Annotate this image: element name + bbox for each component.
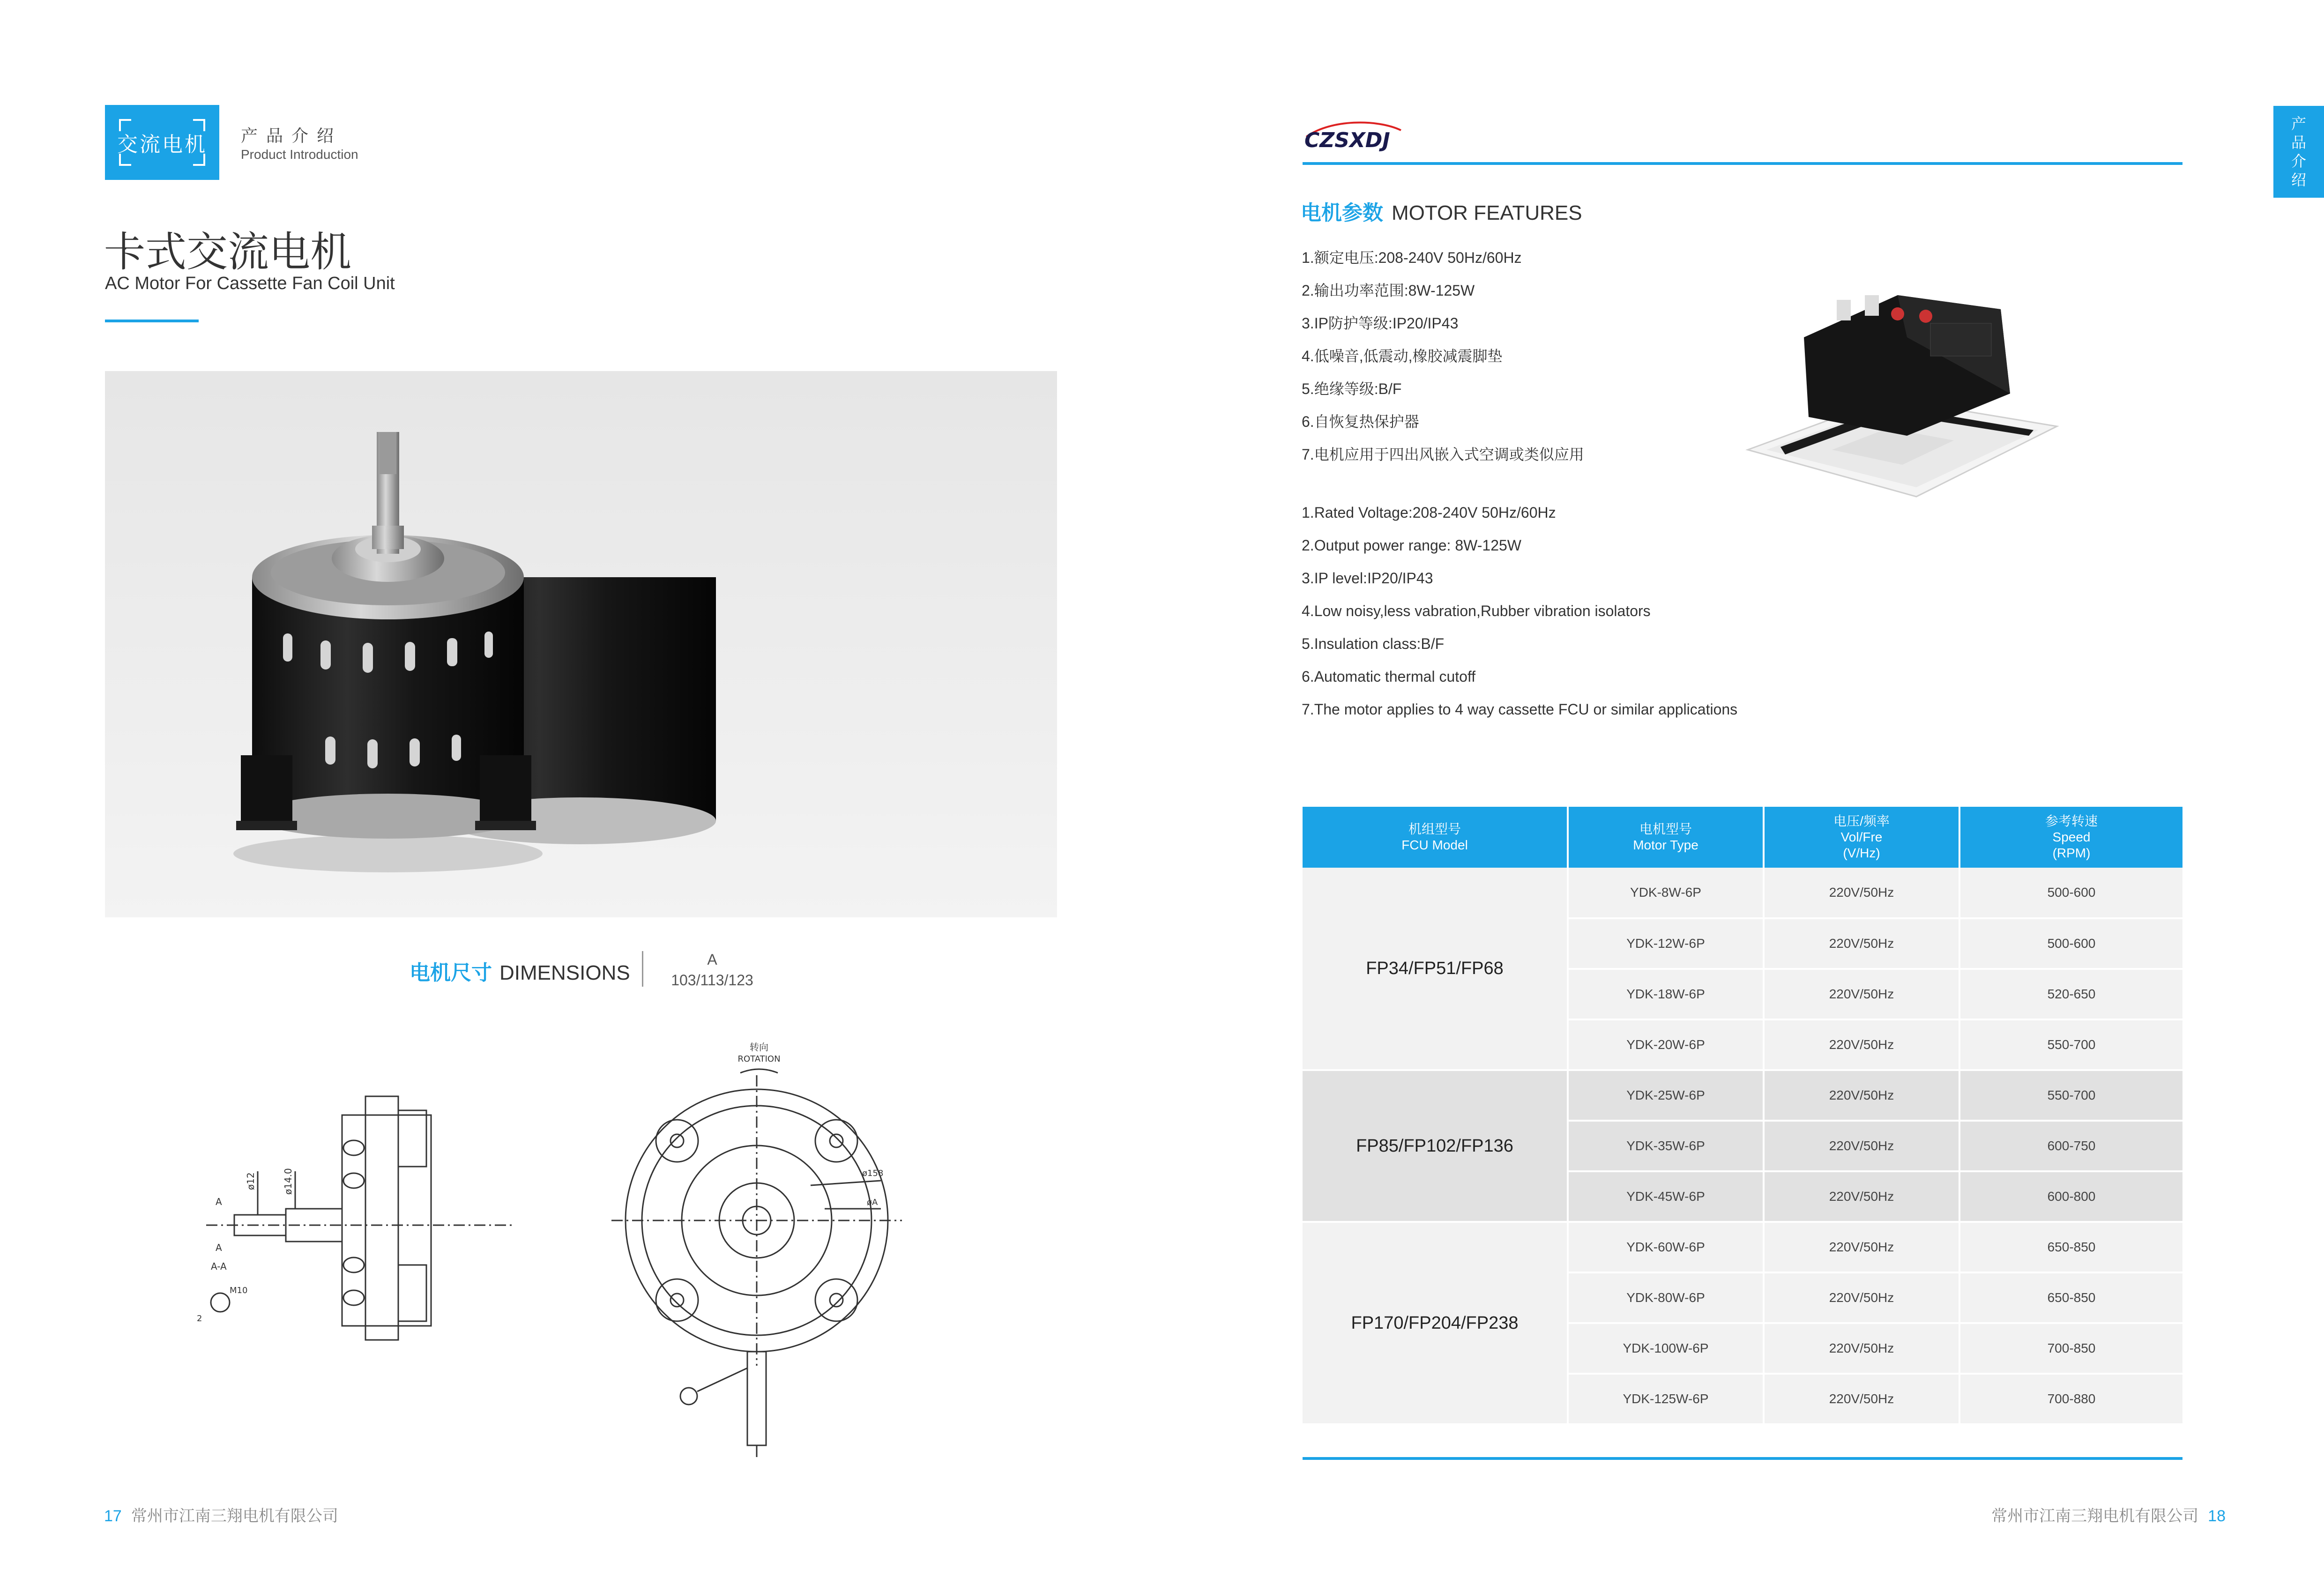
table-row bbox=[1303, 1070, 2182, 1121]
motor-type-cell: YDK-125W-6P bbox=[1568, 1374, 1764, 1424]
voltage-cell: 220V/50Hz bbox=[1764, 1374, 1959, 1424]
speed-cell: 700-880 bbox=[1959, 1374, 2182, 1424]
rotation-label-en: ROTATION bbox=[737, 1054, 781, 1064]
voltage-cell: 220V/50Hz bbox=[1764, 1121, 1959, 1171]
voltage-cell: 220V/50Hz bbox=[1764, 1323, 1959, 1374]
feature-item: 7.电机应用于四出风嵌入式空调或类似应用 bbox=[1302, 446, 1584, 463]
motor-type-cell: YDK-60W-6P bbox=[1568, 1222, 1764, 1272]
dim-d158-label: ø158 bbox=[862, 1168, 884, 1178]
feature-item: 6.自恢复热保护器 bbox=[1302, 413, 1419, 430]
features-heading-en: MOTOR FEATURES bbox=[1392, 201, 1582, 224]
voltage-cell: 220V/50Hz bbox=[1764, 1272, 1959, 1323]
voltage-cell: 220V/50Hz bbox=[1764, 1222, 1959, 1272]
side-tab bbox=[2273, 106, 2324, 198]
features-heading-cn: 电机参数 bbox=[1301, 201, 1383, 224]
rotation-label-cn: 转向 bbox=[750, 1041, 768, 1053]
fcu-model-cell: FP85/FP102/FP136 bbox=[1303, 1070, 1568, 1222]
motor-type-cell: YDK-8W-6P bbox=[1568, 868, 1764, 918]
title-underline bbox=[105, 320, 199, 322]
voltage-cell: 220V/50Hz bbox=[1764, 918, 1959, 969]
feature-item: 5.Insulation class:B/F bbox=[1302, 635, 1445, 652]
voltage-cell: 220V/50Hz bbox=[1764, 969, 1959, 1019]
side-tab-char: 品 bbox=[2291, 134, 2306, 151]
dim-d14-label: ø14.0 bbox=[283, 1168, 294, 1195]
footer-rule bbox=[1303, 1457, 2182, 1460]
dimensions-heading bbox=[410, 956, 630, 986]
speed-cell: 550-700 bbox=[1959, 1070, 2182, 1121]
dimensions-heading-en: DIMENSIONS bbox=[499, 961, 630, 984]
speed-cell: 650-850 bbox=[1959, 1272, 2182, 1323]
speed-cell: 700-850 bbox=[1959, 1323, 2182, 1374]
speed-cell: 500-600 bbox=[1959, 918, 2182, 969]
voltage-cell: 220V/50Hz bbox=[1764, 1019, 1959, 1070]
dimension-a-label: A bbox=[707, 951, 717, 968]
thread-label: M10 bbox=[230, 1286, 248, 1295]
table-header-row bbox=[1303, 807, 2182, 868]
motor-illustration bbox=[105, 371, 1057, 917]
badge-frame bbox=[119, 119, 205, 166]
table-row bbox=[1303, 1222, 2182, 1272]
motor-type-cell: YDK-20W-6P bbox=[1568, 1019, 1764, 1070]
feature-item: 5.绝缘等级:B/F bbox=[1302, 380, 1402, 397]
feature-item: 4.低噪音,低震动,橡胶减震脚垫 bbox=[1302, 348, 1503, 364]
dim-d12-label: ø12 bbox=[245, 1172, 256, 1190]
motor-type-cell: YDK-12W-6P bbox=[1568, 918, 1764, 969]
section-mark-top: A bbox=[216, 1196, 222, 1207]
section-label: A-A bbox=[211, 1261, 227, 1272]
table-row bbox=[1303, 868, 2182, 918]
dimensions-divider bbox=[642, 951, 643, 987]
feature-item: 1.Rated Voltage:208-240V 50Hz/60Hz bbox=[1302, 504, 1556, 521]
feature-item: 7.The motor applies to 4 way cassette FCU or similar applications bbox=[1302, 701, 1738, 718]
page-number-left: 17 bbox=[104, 1507, 122, 1525]
speed-cell: 600-750 bbox=[1959, 1121, 2182, 1171]
features-list-cn bbox=[1302, 248, 1584, 478]
page-title-cn: 卡式交流电机 bbox=[104, 228, 352, 276]
motor-type-cell: YDK-25W-6P bbox=[1568, 1070, 1764, 1121]
footer-left bbox=[104, 1503, 338, 1526]
side-tab-char: 介 bbox=[2291, 153, 2306, 170]
side-view bbox=[197, 1096, 515, 1340]
page-number-right: 18 bbox=[2208, 1507, 2226, 1525]
intro-label-cn: 产品介绍 bbox=[241, 126, 343, 145]
dimension-a-values: 103/113/123 bbox=[671, 972, 753, 989]
speed-cell: 650-850 bbox=[1959, 1222, 2182, 1272]
header-fcu-model: 机组型号 FCU Model bbox=[1303, 807, 1568, 868]
page-title-en: AC Motor For Cassette Fan Coil Unit bbox=[105, 274, 395, 293]
footer-company-right: 常州市江南三翔电机有限公司 bbox=[1991, 1507, 2199, 1525]
intro-label-en: Product Introduction bbox=[241, 147, 358, 162]
side-tab-char: 产 bbox=[2291, 115, 2306, 132]
header-rule bbox=[1303, 162, 2182, 165]
voltage-cell: 220V/50Hz bbox=[1764, 1070, 1959, 1121]
section-mark-bottom: A bbox=[216, 1242, 222, 1253]
feature-item: 6.Automatic thermal cutoff bbox=[1302, 668, 1476, 685]
voltage-cell: 220V/50Hz bbox=[1764, 1171, 1959, 1222]
side-tab-char: 绍 bbox=[2291, 171, 2306, 188]
feature-item: 3.IP level:IP20/IP43 bbox=[1302, 570, 1433, 587]
company-logo bbox=[1303, 116, 1406, 154]
svg-text:CZSXDJ: CZSXDJ bbox=[1304, 128, 1390, 152]
cassette-unit-image bbox=[1710, 281, 2066, 525]
motor-type-cell: YDK-100W-6P bbox=[1568, 1323, 1764, 1374]
section-badge-label: 交流电机 bbox=[117, 133, 207, 156]
feature-item: 1.额定电压:208-240V 50Hz/60Hz bbox=[1302, 249, 1522, 266]
voltage-cell: 220V/50Hz bbox=[1764, 868, 1959, 918]
feature-item: 4.Low noisy,less vabration,Rubber vibration isolators bbox=[1302, 603, 1651, 619]
flat-depth-label: 2 bbox=[197, 1314, 202, 1324]
dimensions-heading-cn: 电机尺寸 bbox=[410, 961, 492, 984]
motor-type-cell: YDK-35W-6P bbox=[1568, 1121, 1764, 1171]
features-heading bbox=[1301, 196, 1582, 226]
motor-type-cell: YDK-45W-6P bbox=[1568, 1171, 1764, 1222]
spec-table bbox=[1303, 807, 2182, 1425]
fcu-model-cell: FP34/FP51/FP68 bbox=[1303, 868, 1568, 1070]
motor-type-cell: YDK-18W-6P bbox=[1568, 969, 1764, 1019]
motor-photo bbox=[105, 371, 1057, 917]
feature-item: 2.输出功率范围:8W-125W bbox=[1302, 282, 1475, 299]
footer-right bbox=[1991, 1503, 2226, 1526]
speed-cell: 500-600 bbox=[1959, 868, 2182, 918]
motor-type-cell: YDK-80W-6P bbox=[1568, 1272, 1764, 1323]
feature-item: 3.IP防护等级:IP20/IP43 bbox=[1302, 315, 1459, 332]
feature-item: 2.Output power range: 8W-125W bbox=[1302, 537, 1521, 554]
section-badge bbox=[105, 105, 219, 180]
header-voltage: 电压/频率 Vol/Fre (V/Hz) bbox=[1764, 807, 1959, 868]
dimension-a-spec bbox=[665, 949, 759, 990]
footer-company-left: 常州市江南三翔电机有限公司 bbox=[131, 1507, 338, 1525]
speed-cell: 600-800 bbox=[1959, 1171, 2182, 1222]
header-speed: 参考转速 Speed (RPM) bbox=[1959, 807, 2182, 868]
dim-da-label: øA bbox=[867, 1198, 878, 1207]
speed-cell: 520-650 bbox=[1959, 969, 2182, 1019]
front-view bbox=[611, 1041, 902, 1457]
features-list-en bbox=[1302, 503, 1737, 733]
speed-cell: 550-700 bbox=[1959, 1019, 2182, 1070]
dimension-drawing bbox=[187, 1031, 937, 1462]
header-motor-type: 电机型号 Motor Type bbox=[1568, 807, 1764, 868]
fcu-model-cell: FP170/FP204/FP238 bbox=[1303, 1222, 1568, 1424]
